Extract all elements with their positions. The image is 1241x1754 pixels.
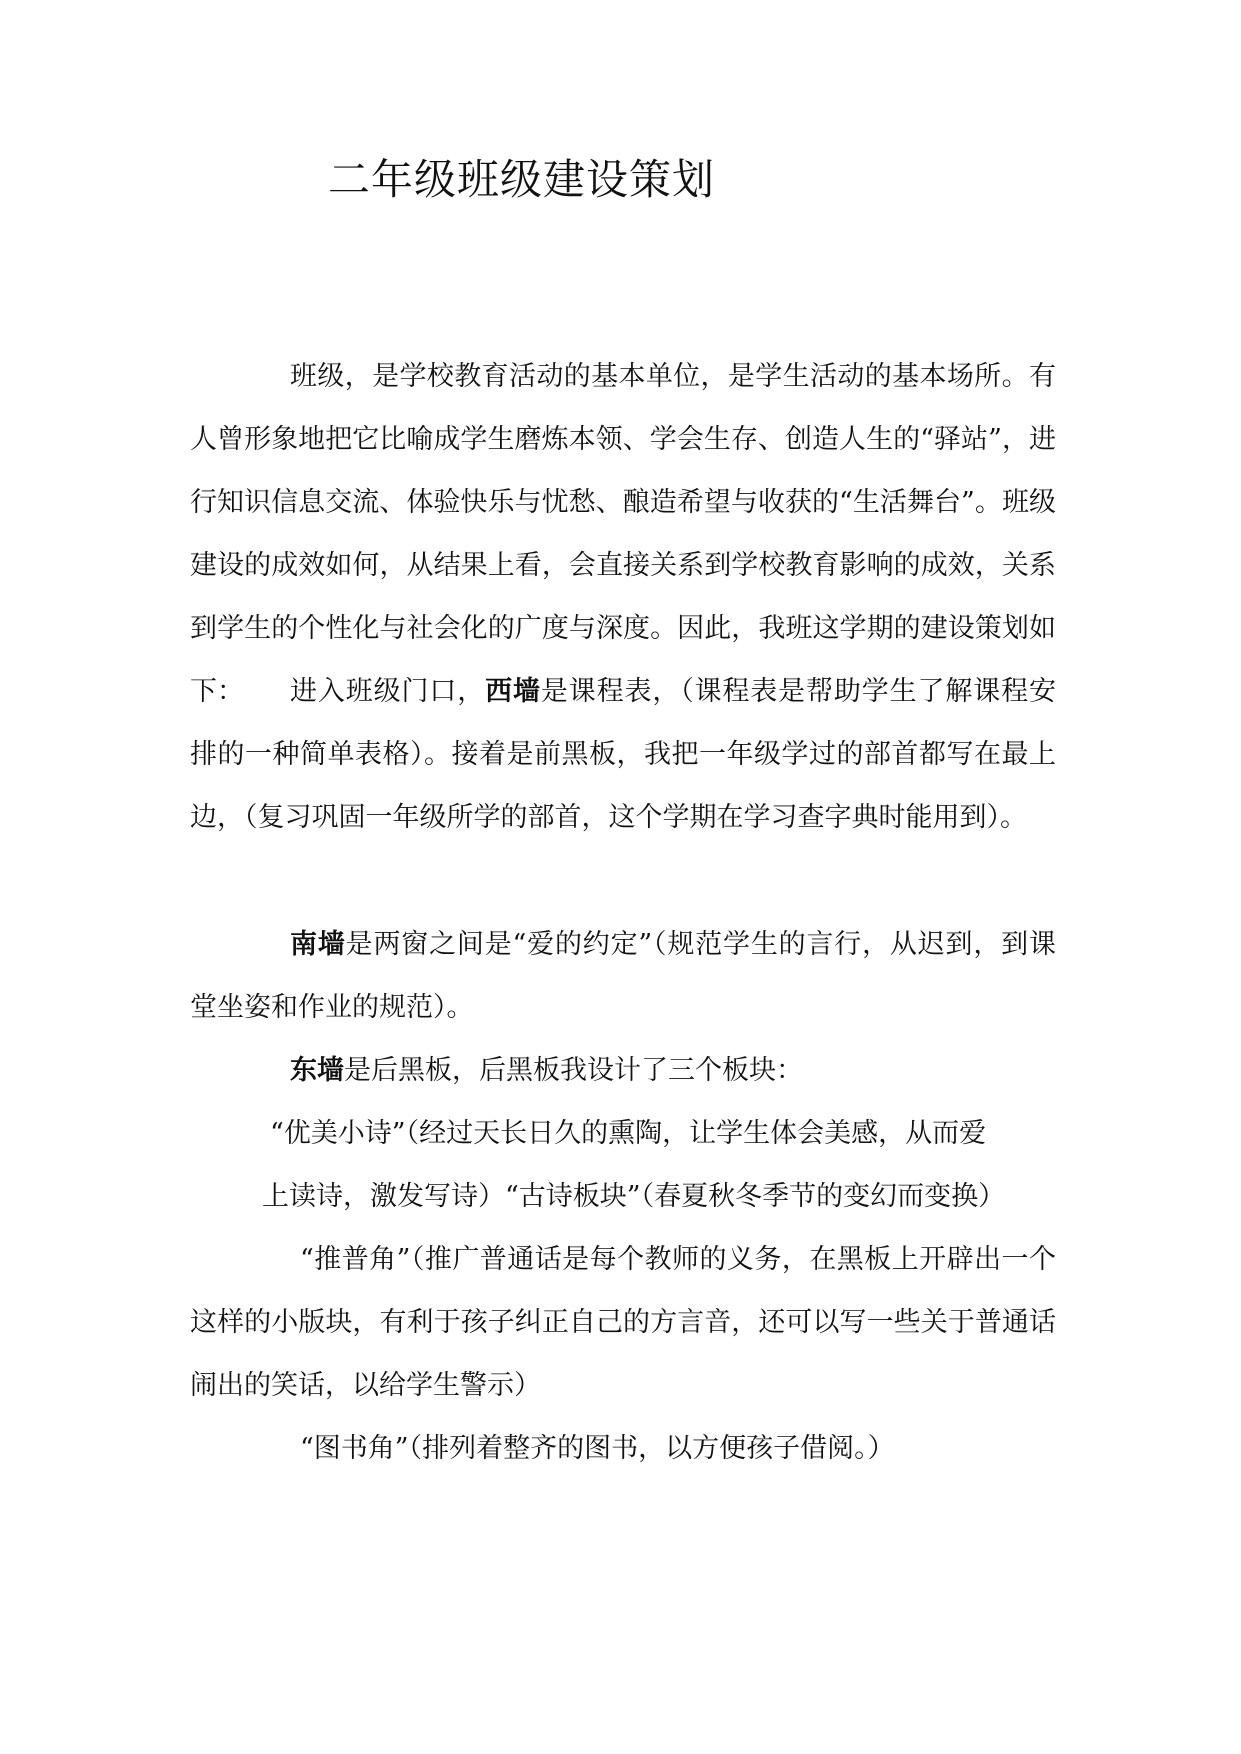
- west-wall-text: 是课程表，（课程表是帮助学生了解课程安排的一种简单表格）。接着是前黑板，我把一年级学过的部首都写在最上边，（复习巩固一年级所学的部首，这个学期在学习查字典时能用到）。: [190, 676, 1057, 833]
- putonghua-corner-paragraph: “推普角”（推广普通话是每个教师的义务，在黑板上开辟出一个这样的小版块，有利于孩子纠正自己的方言音，还可以写一些关于普通话闹出的笑话，以给学生警示）: [190, 1244, 1056, 1401]
- poem-board-line-2: 上读诗，激发写诗）“古诗板块”（春夏秋冬季节的变幻而变换）: [262, 1181, 1006, 1212]
- east-wall-paragraph: [190, 1039, 1056, 1102]
- south-wall-label: 南墙: [290, 929, 346, 960]
- south-wall-text: 是两窗之间是“爱的约定”（规范学生的言行，从迟到，到课堂坐姿和作业的规范）。: [190, 929, 1057, 1023]
- east-wall-text: 是后黑板，后黑板我设计了三个板块：: [344, 1055, 803, 1086]
- intro-paragraph: 班级，是学校教育活动的基本单位，是学生活动的基本场所。有人曾形象地把它比喻成学生磨炼本领、学会生存、创造人生的“驿站”，进行知识信息交流、体验快乐与忧愁、酿造希望与收获的“生活舞台”。班级建设的成效如何，从结果上看，会直接关系到学校教育影响的成效，关系到学生的个性化与社会化的广度与深度。因此，我班这学期的建设策划如下：: [190, 361, 1056, 707]
- west-wall-label: 西墙: [485, 676, 541, 707]
- poem-board-line-1: “优美小诗”（经过天长日久的熏陶，让学生体会美感，从而爱: [270, 1118, 987, 1149]
- document-title: 二年级班级建设策划: [328, 155, 716, 204]
- east-wall-label: 东墙: [290, 1055, 344, 1086]
- west-wall-paragraph: [190, 660, 1056, 849]
- west-prefix: 进入班级门口，: [290, 676, 486, 707]
- south-wall-paragraph: [190, 913, 1056, 1039]
- book-corner-line: “图书角”（排列着整齐的图书，以方便孩子借阅。）: [300, 1433, 895, 1464]
